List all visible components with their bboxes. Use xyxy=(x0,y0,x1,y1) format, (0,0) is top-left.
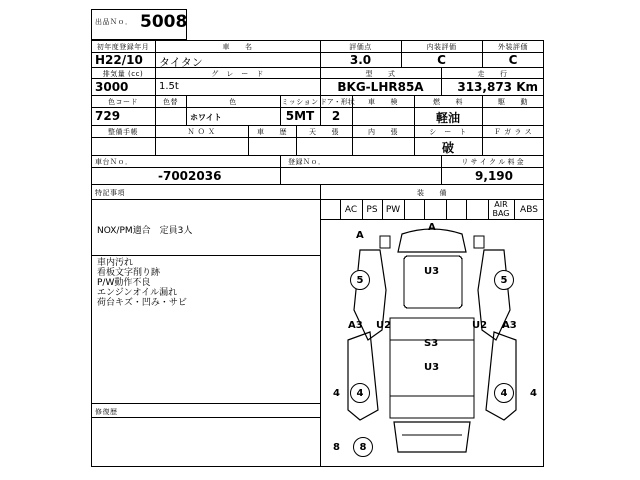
note-item: P/W動作不良 xyxy=(97,278,151,288)
name-label: 車 名 xyxy=(222,43,253,51)
damage-a-left: A xyxy=(356,230,364,241)
color-code-label: 色コード xyxy=(108,98,138,106)
color-value: ホワイト xyxy=(190,113,222,122)
lot-number: 5008 xyxy=(140,12,188,32)
damage-5-right: 5 xyxy=(494,270,514,290)
model-value: BKG-LHR85A xyxy=(337,80,424,94)
left-side-outline xyxy=(348,332,378,420)
damage-4-inner-right: 4 xyxy=(494,383,514,403)
damage-5-left: 5 xyxy=(350,270,370,290)
recycle-label: リ サ イ ク ル 料 金 xyxy=(461,158,524,166)
damage-s3: S3 xyxy=(424,338,439,349)
damage-4-inner-left: 4 xyxy=(350,383,370,403)
drive-label: 駆 動 xyxy=(498,98,528,106)
repair-label: 修復歴 xyxy=(95,408,118,416)
equip-abs: ABS xyxy=(520,205,538,215)
notes-list xyxy=(97,258,187,308)
inspection-label: 車 検 xyxy=(368,98,398,106)
mileage-value: 313,873 Km xyxy=(457,80,538,94)
chassis-value: -7002036 xyxy=(158,169,222,183)
note-item: 車内汚れ xyxy=(97,258,134,268)
nox-label: Ｎ Ｏ Ｘ xyxy=(187,128,216,136)
color-change-label: 色替 xyxy=(163,98,178,106)
year-value: H22/10 xyxy=(95,53,143,67)
damage-u3-top: U3 xyxy=(424,266,440,277)
equip-ac: AC xyxy=(344,205,358,215)
left-mirror-outline xyxy=(380,236,390,248)
damage-4-outer-left: 4 xyxy=(333,388,340,399)
registration-label: 登録Ｎｏ． xyxy=(288,158,326,166)
damage-u2-right: U2 xyxy=(472,320,488,331)
fglass-label: Ｆ ガ ラ ス xyxy=(493,128,533,136)
exterior-value: C xyxy=(508,53,518,67)
note-item: エンジンオイル漏れ xyxy=(97,288,178,298)
damage-8-outer: 8 xyxy=(333,442,340,453)
transmission-value: 5MT xyxy=(285,109,315,123)
doors-value: 2 xyxy=(331,109,341,123)
interior2-label: 内 張 xyxy=(368,128,398,136)
damage-4-outer-right: 4 xyxy=(530,388,537,399)
score-label: 評価点 xyxy=(349,43,372,51)
damage-a-top: A xyxy=(428,222,436,233)
fuel-label: 燃 料 xyxy=(433,98,463,106)
damage-u2-left: U2 xyxy=(376,320,392,331)
name-value: タイタン xyxy=(159,56,203,69)
damage-a3-left: A3 xyxy=(348,320,363,331)
sunroof-label: 天 張 xyxy=(309,128,339,136)
manual-label: 整備手帳 xyxy=(108,128,138,136)
equip-ps: PS xyxy=(366,205,378,215)
equip-pw: PW xyxy=(385,205,401,215)
equip-airbag-line2: BAG xyxy=(492,209,510,218)
damage-a3-right: A3 xyxy=(502,320,517,331)
interior-value: C xyxy=(437,53,446,67)
equip-airbag xyxy=(488,200,514,218)
equip-airbag-line1: AIR xyxy=(494,200,508,209)
mileage-label: 走 行 xyxy=(477,70,508,78)
remarks-line: NOX/PM適合 定員3人 xyxy=(97,226,193,236)
damage-8-inner: 8 xyxy=(353,437,373,457)
grade-label: グ レ ー ド xyxy=(211,70,264,78)
note-item: 看板文字削り跡 xyxy=(97,268,161,278)
model-label: 型 式 xyxy=(365,70,396,78)
displacement-value: 3000 xyxy=(95,80,129,94)
transmission-label: ミッション xyxy=(281,98,319,106)
right-mirror-outline xyxy=(474,236,484,248)
displacement-label: 排気量 (cc) xyxy=(102,70,144,78)
lot-label: 出品Ｎｏ． xyxy=(95,18,133,26)
rear-bumper-outline xyxy=(394,422,470,452)
seat-value: 破 xyxy=(441,141,454,155)
chassis-label: 車台Ｎｏ． xyxy=(95,158,133,166)
damage-u3-bottom: U3 xyxy=(424,362,440,373)
color-label: 色 xyxy=(229,98,237,106)
year-label: 初年度登録年月 xyxy=(96,43,150,51)
exterior-label: 外装評価 xyxy=(498,43,528,51)
remarks-label: 特記事項 xyxy=(95,189,125,197)
cab-roof-outline xyxy=(404,256,462,308)
right-side-outline xyxy=(486,332,516,420)
doors-label: ドア・形状 xyxy=(320,98,355,106)
grade-value: 1.5t xyxy=(159,81,179,92)
interior-label: 内装評価 xyxy=(426,43,457,51)
fuel-value: 軽油 xyxy=(435,111,460,125)
recycle-value: 9,190 xyxy=(475,169,513,183)
equipment-label: 装 備 xyxy=(417,189,447,197)
color-code-value: 729 xyxy=(95,109,121,123)
score-value: 3.0 xyxy=(349,53,372,67)
history-label: 車 歴 xyxy=(257,128,287,136)
note-item: 荷台キズ・凹み・サビ xyxy=(97,298,187,308)
seat-label: シ ー ト xyxy=(429,128,467,136)
